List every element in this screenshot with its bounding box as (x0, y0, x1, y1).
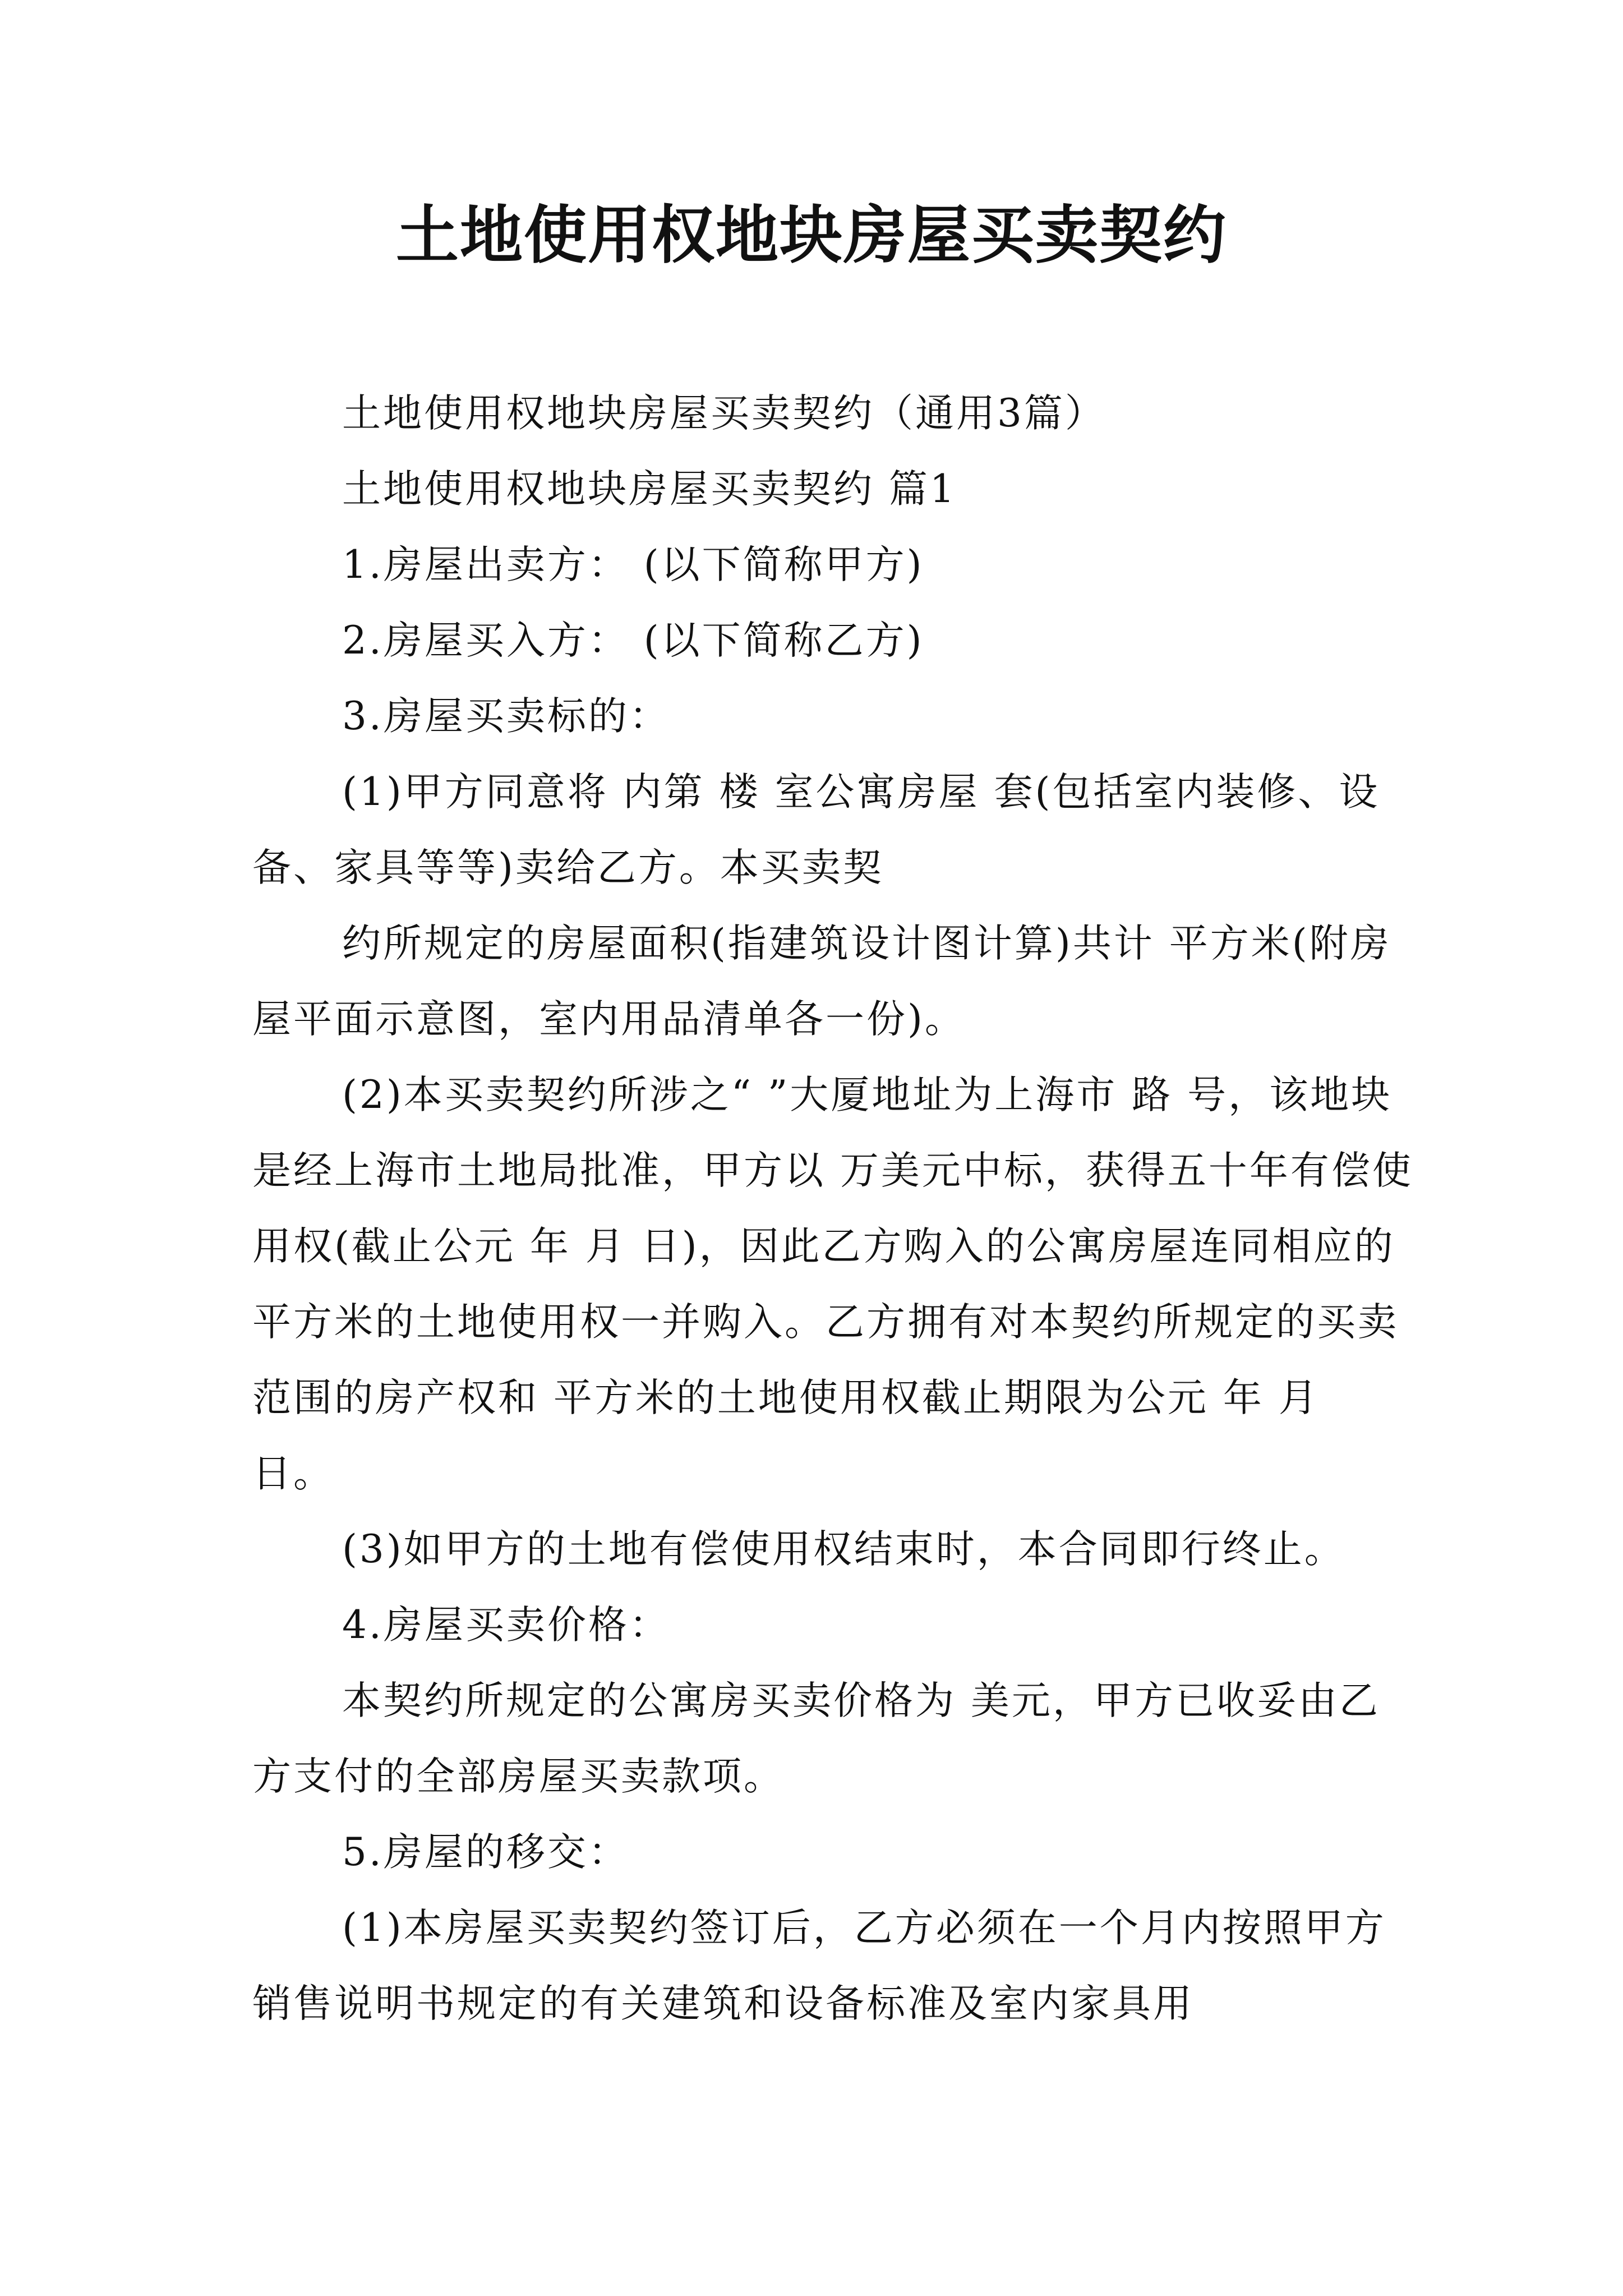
paragraph-price-heading: 4.房屋买卖价格： (342, 1603, 670, 1648)
paragraph-heading: 土地使用权地块房屋买卖契约（通用3篇） (342, 391, 1106, 436)
document-title: 土地使用权地块房屋买卖契约 (396, 199, 1227, 272)
paragraph-part-title: 土地使用权地块房屋买卖契约 篇1 (342, 467, 957, 512)
document-body (252, 376, 1413, 2042)
paragraph-subject-3: (3)如甲方的土地有偿使用权结束时，本合同即行终止。 (342, 1527, 1345, 1572)
paragraph-subject-1: (1)甲方同意将 内第 楼 室公寓房屋 套(包括室内装修、设备、家具等等)卖给乙方。本买卖契 (252, 770, 1380, 890)
paragraph-subject-heading: 3.房屋买卖标的： (342, 694, 670, 739)
paragraph-subject-2: (2)本买卖契约所涉之“ ”大厦地址为上海市 路 号，该地块是经上海市土地局批准，甲方以 万美元中标，获得五十年有偿使用权(截止公元 年 月 日)，因此乙方购入的公寓房屋连同相应的 平方米的土地使用权一并购入。乙方拥有对本契约所规定的买卖范围的房产权和 平方米的土地使用权截止期限为公元 年 月 日。 (252, 1073, 1413, 1496)
paragraph-handover-heading: 5.房屋的移交： (342, 1830, 629, 1875)
paragraph-price: 本契约所规定的公寓房买卖价格为 美元，甲方已收妥由乙方支付的全部房屋买卖款项。 (252, 1678, 1380, 1799)
paragraph-buyer: 2.房屋买入方： (以下简称乙方) (342, 618, 924, 663)
paragraph-handover-1: (1)本房屋买卖契约签订后，乙方必须在一个月内按照甲方销售说明书规定的有关建筑和设备标准及室内家具用 (252, 1906, 1386, 2026)
paragraph-subject-area: 约所规定的房屋面积(指建筑设计图计算)共计 平方米(附房屋平面示意图，室内用品清单各一份)。 (252, 921, 1391, 1042)
paragraph-seller: 1.房屋出卖方： (以下简称甲方) (342, 542, 924, 587)
